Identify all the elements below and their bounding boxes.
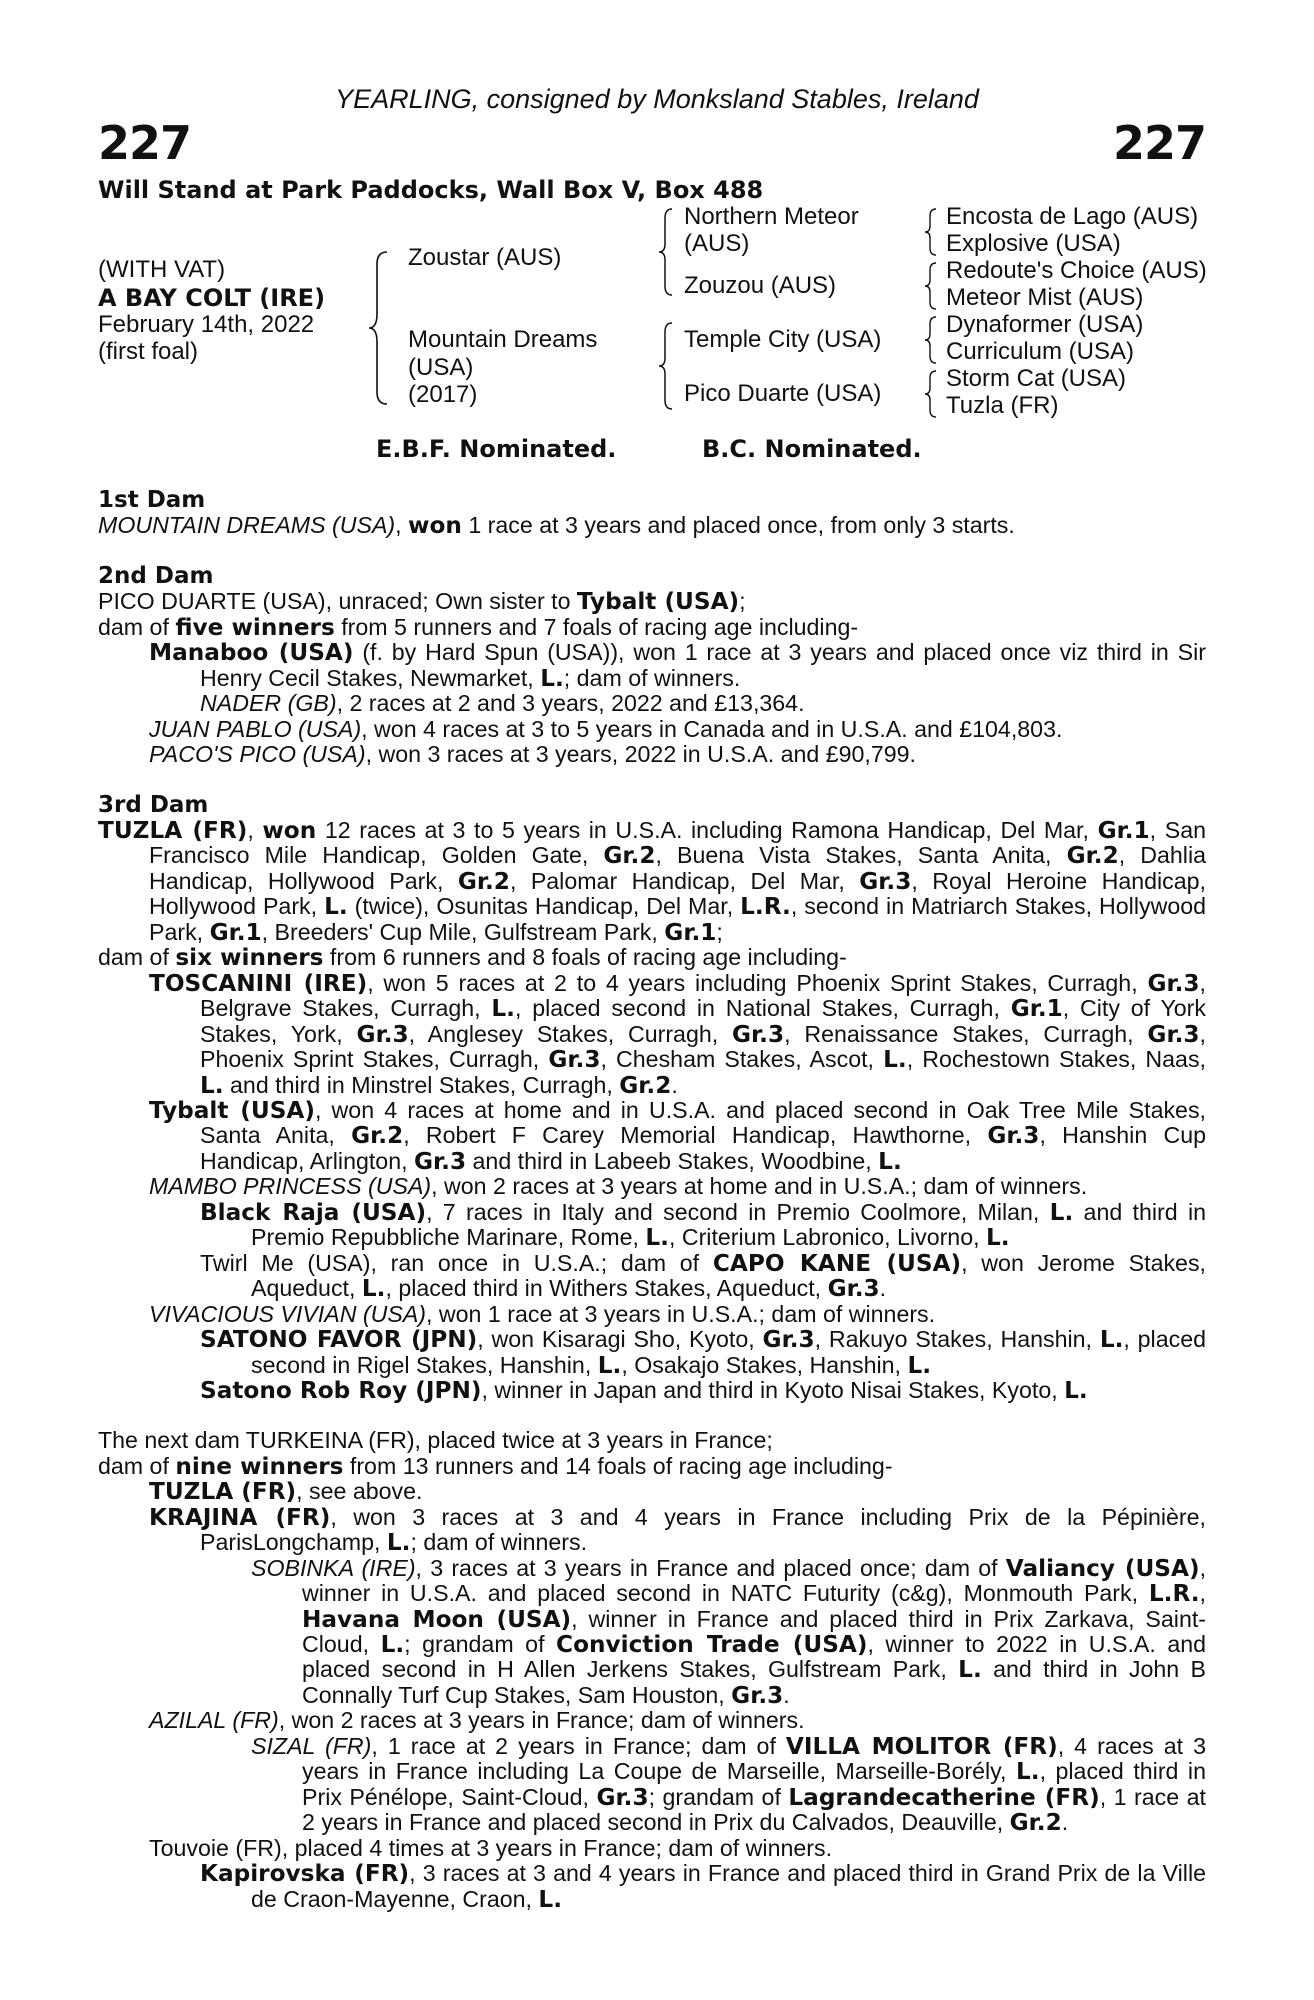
g4-sds: Redoute's Choice (AUS) — [946, 257, 1207, 284]
g4-dss: Dynaformer (USA) — [946, 311, 1144, 338]
produce-krajina: KRAJINA (FR), won 3 races at 3 and 4 years in France including Prix de la Pépinière, ParisLongchamp, L.; dam of winners. — [149, 1503, 1206, 1557]
sire-name: Zoustar (AUS) — [408, 244, 562, 271]
produce-azilal: AZILAL (FR), won 2 races at 3 years in France; dam of winners. — [149, 1707, 805, 1734]
g4-dds: Storm Cat (USA) — [946, 365, 1127, 392]
foal-note: (first foal) — [98, 338, 199, 365]
produce-nader: NADER (GB), 2 races at 2 and 3 years, 2022 and £13,364. — [200, 690, 805, 717]
produce-twirl-me: Twirl Me (USA), ran once in U.S.A.; dam of CAPO KANE (USA), won Jerome Stakes, Aqueduct, L., placed third in Withers Stakes, Aqueduct, Gr.3. — [200, 1249, 1206, 1303]
dam-name-line2: (USA) — [408, 354, 474, 381]
produce-tuzla: TUZLA (FR), see above. — [149, 1478, 423, 1506]
produce-touvoie: Touvoie (FR), placed 4 times at 3 years in France; dam of winners. — [149, 1834, 833, 1861]
second-dam-entry: PICO DUARTE (USA), unraced; Own sister to Tybalt (USA); — [98, 588, 746, 616]
sire-sire-line2: (AUS) — [684, 230, 750, 257]
brace-4a — [922, 206, 940, 258]
foaling-date: February 14th, 2022 — [98, 311, 315, 338]
pedigree-brace-main — [365, 248, 395, 408]
dam-dam: Pico Duarte (USA) — [684, 380, 882, 407]
sire-dam: Zouzou (AUS) — [684, 272, 837, 299]
dam-year: (2017) — [408, 381, 478, 408]
produce-sizal: SIZAL (FR), 1 race at 2 years in France; dam of VILLA MOLITOR (FR), 4 races at 3 years in France including La Coupe de Marseille, Marseille-Borély, L., placed third in Prix Pénélope, Saint-Cloud, Gr.3; grandam of Lagrandecatherine (FR), 1 race at 2 years in France and placed second in Prix du Calvados, Deauville, Gr.2. — [251, 1732, 1207, 1837]
g4-dsd: Curriculum (USA) — [946, 338, 1135, 365]
produce-satono-favor: SATONO FAVOR (JPN), won Kisaragi Sho, Kyoto, Gr.3, Rakuyo Stakes, Hanshin, L., placed second in Rigel Stakes, Hanshin, L., Osakajo Stakes, Hanshin, L. — [200, 1326, 1206, 1379]
pedigree-brace-dam — [656, 320, 678, 412]
lot-name: A BAY COLT (IRE) — [98, 284, 326, 312]
lot-number-right: 227 — [1112, 116, 1206, 170]
sale-subtitle: YEARLING, consigned by Monksland Stables, Ireland — [335, 84, 979, 114]
g4-sss: Encosta de Lago (AUS) — [946, 203, 1199, 230]
produce-vivacious-vivian: VIVACIOUS VIVIAN (USA), won 1 race at 3 years in U.S.A.; dam of winners. — [149, 1300, 936, 1327]
produce-sobinka: SOBINKA (IRE), 3 races at 3 years in France and placed once; dam of Valiancy (USA), winner in U.S.A. and placed second in NATC Futurity (c&g), Monmouth Park, L.R., Havana Moon (USA), winner in France and placed third in Prix Zarkava, Saint-Cloud, L.; grandam of Conviction Trade (USA), winner to 2022 in U.S.A. and placed second in H Allen Jerkens Stakes, Gulfstream Park, L. and third in John B Connally Turf Cup Stakes, Sam Houston, Gr.3. — [251, 1554, 1207, 1709]
lot-number-left: 227 — [98, 116, 192, 170]
third-dam-produce: dam of six winners from 6 runners and 8 foals of racing age including- — [98, 944, 847, 972]
first-dam-entry: MOUNTAIN DREAMS (USA), won 1 race at 3 years and placed once, from only 3 starts. — [98, 512, 1015, 540]
g4-sdd: Meteor Mist (AUS) — [946, 284, 1144, 311]
brace-4d — [922, 368, 940, 420]
brace-4c — [922, 314, 940, 366]
produce-tybalt: Tybalt (USA), won 4 races at home and in U.S.A. and placed second in Oak Tree Mile Stakes, Santa Anita, Gr.2, Robert F Carey Memorial Handicap, Hawthorne, Gr.3, Hanshin Cup Handicap, Arlington, Gr.3 and third in Labeeb Stakes, Woodbine, L. — [149, 1096, 1207, 1175]
third-dam-entry: TUZLA (FR), won 12 races at 3 to 5 years in U.S.A. including Ramona Handicap, Del Mar, Gr.1, San Francisco Mile Handicap, Golden Gate, Gr.2, Buena Vista Stakes, Santa Anita, Gr.2, Dahlia Handicap, Hollywood Park, Gr.2, Palomar Handicap, Del Mar, Gr.3, Royal Heroine Handicap, Hollywood Park, L. (twice), Osunitas Handicap, Del Mar, L.R., second in Matriarch Stakes, Hollywood Park, Gr.1, Breeders' Cup Mile, Gulfstream Park, Gr.1; — [98, 816, 1207, 946]
sire-sire-line1: Northern Meteor — [684, 203, 859, 230]
produce-toscanini: TOSCANINI (IRE), won 5 races at 2 to 4 years including Phoenix Sprint Stakes, Curragh, Gr.3, Belgrave Stakes, Curragh, L., placed second in National Stakes, Curragh, Gr.1, City of York Stakes, York, Gr.3, Anglesey Stakes, Curragh, Gr.3, Renaissance Stakes, Curragh, Gr.3, Phoenix Sprint Stakes, Curragh, Gr.3, Chesham Stakes, Ascot, L., Rochestown Stakes, Naas, L. and third in Minstrel Stakes, Curragh, Gr.2. — [149, 969, 1206, 1099]
produce-juan-pablo: JUAN PABLO (USA), won 4 races at 3 to 5 years in Canada and in U.S.A. and £104,803. — [149, 715, 1063, 742]
produce-pacos-pico: PACO'S PICO (USA), won 3 races at 3 years, 2022 in U.S.A. and £90,799. — [149, 741, 916, 768]
vat-note: (WITH VAT) — [98, 256, 226, 283]
g4-ssd: Explosive (USA) — [946, 230, 1121, 257]
ebf-nominated: E.B.F. Nominated. — [376, 435, 617, 463]
first-dam-heading: 1st Dam — [98, 487, 206, 513]
produce-satono-rob-roy: Satono Rob Roy (JPN), winner in Japan and third in Kyoto Nisai Stakes, Kyoto, L. — [200, 1376, 1088, 1404]
dam-name-line1: Mountain Dreams — [408, 326, 598, 353]
produce-black-raja: Black Raja (USA), 7 races in Italy and second in Premio Coolmore, Milan, L. and third in Premio Repubbliche Marinare, Rome, L., Criterium Labronico, Livorno, L. — [200, 1198, 1206, 1252]
produce-mambo-princess: MAMBO PRINCESS (USA), won 2 races at 3 years at home and in U.S.A.; dam of winners. — [149, 1173, 1088, 1200]
stand-location: Will Stand at Park Paddocks, Wall Box V, Box 488 — [98, 176, 764, 204]
next-dam-produce: dam of nine winners from 13 runners and 14 foals of racing age including- — [98, 1452, 893, 1480]
produce-manaboo: Manaboo (USA) (f. by Hard Spun (USA)), won 1 race at 3 years and placed once viz third in Sir Henry Cecil Stakes, Newmarket, L.; dam of winners. — [149, 639, 1207, 692]
second-dam-heading: 2nd Dam — [98, 562, 214, 589]
g4-ddd: Tuzla (FR) — [946, 392, 1059, 419]
dam-sire: Temple City (USA) — [684, 326, 882, 353]
brace-4b — [922, 260, 940, 312]
next-dam-entry: The next dam TURKEINA (FR), placed twice at 3 years in France; — [98, 1427, 773, 1454]
catalogue-body — [98, 488, 1206, 1912]
bc-nominated: B.C. Nominated. — [702, 435, 922, 463]
pedigree-brace-sire — [656, 206, 678, 298]
second-dam-produce: dam of five winners from 5 runners and 7 foals of racing age including- — [98, 613, 859, 641]
third-dam-heading: 3rd Dam — [98, 791, 209, 818]
produce-kapirovska: Kapirovska (FR), 3 races at 3 and 4 years in France and placed third in Grand Prix de la Ville de Craon-Mayenne, Craon, L. — [200, 1860, 1207, 1913]
